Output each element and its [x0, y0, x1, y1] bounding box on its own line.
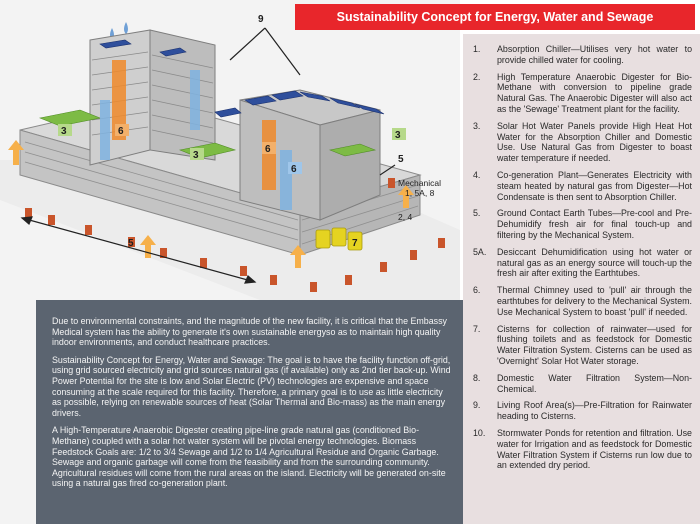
legend-number: 8.	[473, 372, 481, 383]
legend-number: 6.	[473, 285, 481, 296]
legend-item	[473, 170, 692, 202]
legend-item	[473, 400, 692, 422]
legend-number: 3.	[473, 120, 481, 131]
legend-item	[473, 208, 692, 240]
left-margin	[0, 300, 36, 524]
legend-text: Thermal Chimney used to 'pull' air through the earthtubes for delivery to the Mechanical System. Use Mechanical System to boast 'pull' if needed.	[497, 285, 692, 317]
goal-paragraph: Sustainability Concept for Energy, Water and Sewage: The goal is to have the facility function off-grid, using grid sourced electricity and grid sources natural gas (if available) only as 2nd tier back-up. Wind Power Potential for the site is low and Solar Electric (PV) technologies are expensive and space consuming at the scale required for this facility. Therefore, a primary goal is to use as little electricity as possible, relying on renewable sources of heat (Solar Thermal and Bio-mass) as the main energy drivers.	[52, 354, 451, 418]
legend-text: Solar Hot Water Panels provide High Heat Hot Water for the Absorption Chiller and Domestic Use. Use Natural Gas from Digester to boast water temperature if needed.	[497, 120, 692, 164]
legend-number: 7.	[473, 323, 481, 334]
legend-text: Cisterns for collection of rainwater—used for flushing toilets and as feedstock for Domestic Water Filtration System. Cisterns can be used as 'Overnight' Solar Hot Water storage.	[497, 323, 692, 366]
legend-item	[473, 285, 692, 317]
building-illustration	[0, 0, 460, 300]
legend-number: 4.	[473, 169, 481, 180]
callout-6b: 6	[265, 144, 271, 155]
callout-2-4: 2, 4	[398, 212, 413, 222]
legend-item	[473, 373, 692, 395]
legend-list	[463, 34, 700, 471]
description-box	[36, 300, 463, 524]
legend-item	[473, 72, 692, 115]
callout-mechanical: Mechanical	[398, 178, 441, 188]
legend-text: Living Roof Area(s)—Pre-Filtration for Rainwater heading to Cisterns.	[497, 400, 692, 422]
legend-number: 10.	[473, 427, 486, 438]
callout-mechanical-items: 1, 5A, 8	[405, 188, 435, 198]
legend-number: 2.	[473, 71, 481, 82]
legend-number: 9.	[473, 400, 481, 411]
legend-text: Absorption Chiller—Utilises very hot water to provide chilled water for cooling.	[497, 44, 692, 65]
legend-item	[473, 44, 692, 66]
legend-number: 5.	[473, 208, 481, 219]
legend-text: Desiccant Dehumidification using hot water or natural gas as an energy source will touch-up the fresh air after exiting the Earthtubes.	[497, 246, 692, 279]
callout-9: 9	[258, 14, 264, 25]
legend-text: Ground Contact Earth Tubes—Pre-cool and Pre-Dehumidify fresh air for final touch-up and filtering by the Mechanical System.	[497, 208, 692, 240]
legend-text: Domestic Water Filtration System—Non-Chemical.	[497, 372, 692, 394]
callout-3c: 3	[395, 130, 401, 141]
legend-item	[473, 121, 692, 164]
legend-number: 5A.	[473, 246, 487, 257]
callout-6a: 6	[118, 126, 124, 137]
legend-text: Stormwater Ponds for retention and filtration. Use water for Irrigation and as feedstock for Domestic Water Filtration System if Cisterns run low due to an extended dry period.	[497, 427, 692, 471]
legend-panel	[463, 34, 700, 524]
legend-number: 1.	[473, 44, 481, 54]
legend-text: High Temperature Anaerobic Digester for Bio-Methane with conversion to pipeline grade Natural Gas. The Anaerobic Digester will also act as the 'Sewage' Treatment plant for the facility.	[497, 71, 692, 114]
callout-3a: 3	[61, 126, 67, 137]
legend-item	[473, 247, 692, 279]
callout-5a: 5	[398, 154, 404, 165]
callout-6c: 6	[291, 164, 297, 175]
legend-item	[473, 324, 692, 367]
callout-7: 7	[352, 238, 358, 249]
callout-5b: 5	[128, 238, 134, 249]
legend-text: Co-generation Plant—Generates Electricity with steam heated by natural gas from Digester—Hot Condensate is then sent to Absorption Chiller.	[497, 169, 692, 202]
intro-paragraph: Due to environmental constraints, and the magnitude of the new facility, it is critical that the Embassy Medical system has the ability to generate it's own sustainable energyso as to maintain high quality indoor environments, and conduct healthcare practices.	[52, 316, 447, 348]
building-diagram	[0, 0, 460, 300]
callout-3b: 3	[193, 150, 199, 161]
digester-paragraph: A High-Temperature Anaerobic Digester creating pipe-line grade natural gas (conditioned Bio- Methane) coupled with a solar hot water system will be pivotal energy technologies. Biomass Feedstock Goals are: 1/2 to 3/4 Sewage and 1/2 to 1/4 Agricultural Residue and Organic Garbage. Sewage and organic garbage will come from the feasibility and from the surrounding community. Agricultural residues will come from the rural areas on the island. Electricity will be generated on-site using a natural gas fired co-generation plant.	[52, 425, 446, 489]
page-title: Sustainability Concept for Energy, Water and Sewage	[295, 4, 695, 30]
legend-item	[473, 428, 692, 471]
